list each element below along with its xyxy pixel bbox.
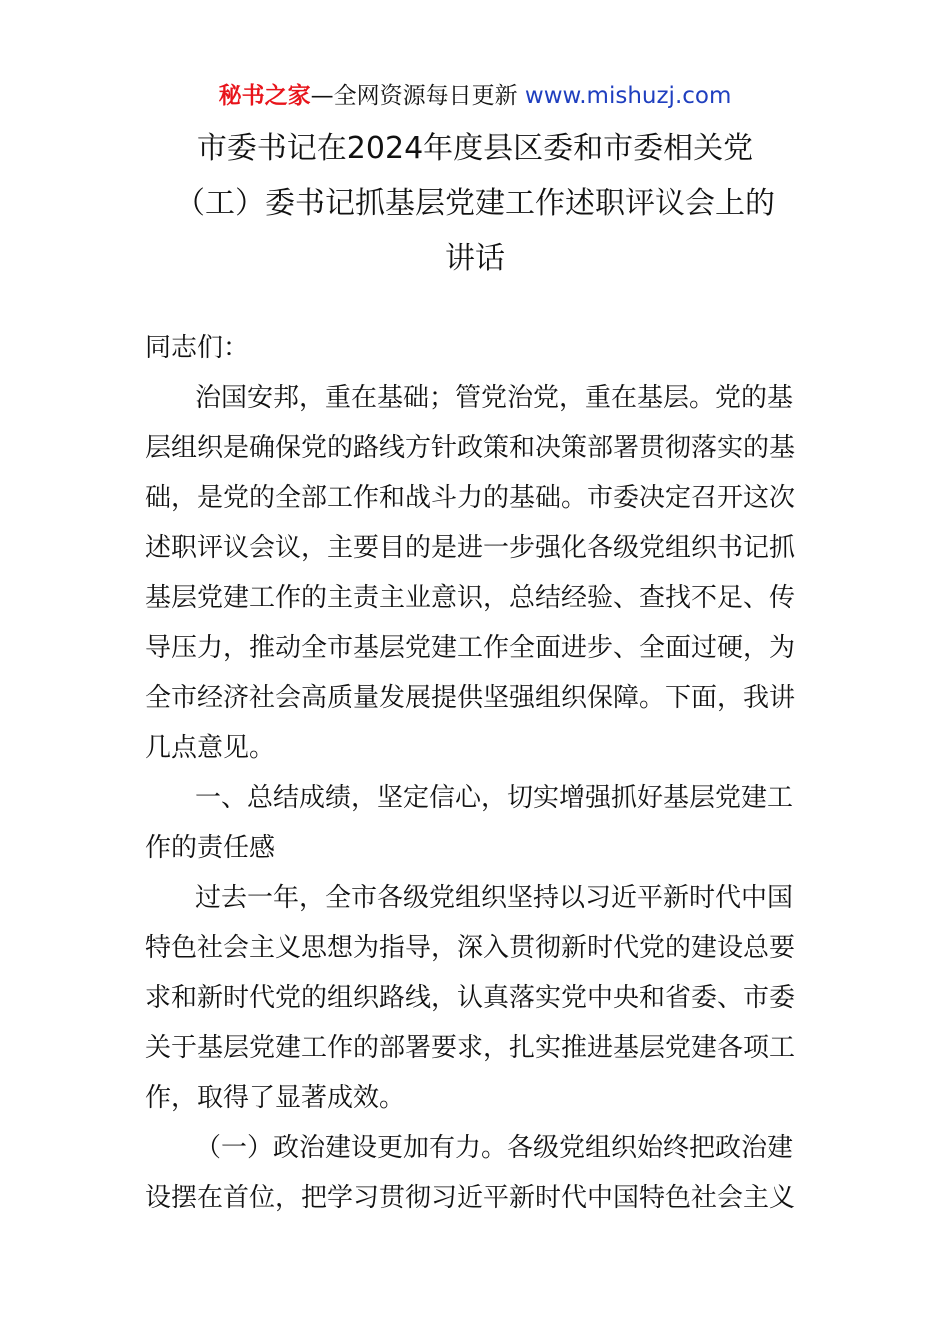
paragraph-line: 特色社会主义思想为指导，深入贯彻新时代党的建设总要 — [145, 933, 796, 963]
paragraph-line: （一）政治建设更加有力。各级党组织始终把政治建 — [195, 1133, 794, 1163]
brand-name: 秘书之家 — [218, 83, 311, 109]
paragraph-line: 导压力，推动全市基层党建工作全面进步、全面过硬，为 — [145, 633, 796, 663]
banner-tagline: —全网资源每日更新 — [310, 83, 525, 109]
document-title — [100, 121, 850, 286]
document-body — [145, 323, 815, 1223]
paragraph-line: 几点意见。 — [145, 733, 276, 763]
paragraph-line: 求和新时代党的组织路线，认真落实党中央和省委、市委 — [145, 983, 796, 1013]
section-heading-line: 一、总结成绩，坚定信心，切实增强抓好基层党建工 — [195, 783, 794, 813]
title-line: 市委书记在2024年度县区委和市委相关党 — [196, 131, 754, 166]
site-url-link[interactable]: www.mishuzj.com — [524, 83, 732, 109]
paragraph-line: 述职评议会议，主要目的是进一步强化各级党组织书记抓 — [145, 533, 796, 563]
section-heading-line: 作的责任感 — [145, 833, 276, 863]
site-banner — [0, 80, 950, 112]
paragraph-line: 基层党建工作的主责主业意识，总结经验、查找不足、传 — [145, 583, 796, 613]
paragraph-line: 作，取得了显著成效。 — [145, 1083, 406, 1113]
paragraph-line: 治国安邦，重在基础；管党治党，重在基层。党的基 — [195, 383, 794, 413]
paragraph-line: 关于基层党建工作的部署要求，扎实推进基层党建各项工 — [145, 1033, 796, 1063]
paragraph-line: 过去一年，全市各级党组织坚持以习近平新时代中国 — [195, 883, 794, 913]
paragraph-line: 础，是党的全部工作和战斗力的基础。市委决定召开这次 — [145, 483, 796, 513]
paragraph-line: 设摆在首位，把学习贯彻习近平新时代中国特色社会主义 — [145, 1183, 796, 1213]
title-line: （工）委书记抓基层党建工作述职评议会上的 — [175, 186, 775, 221]
paragraph-line: 全市经济社会高质量发展提供坚强组织保障。下面，我讲 — [145, 683, 796, 713]
paragraph-line: 层组织是确保党的路线方针政策和决策部署贯彻落实的基 — [145, 433, 796, 463]
salutation: 同志们： — [145, 333, 250, 363]
title-line: 讲话 — [445, 241, 505, 276]
